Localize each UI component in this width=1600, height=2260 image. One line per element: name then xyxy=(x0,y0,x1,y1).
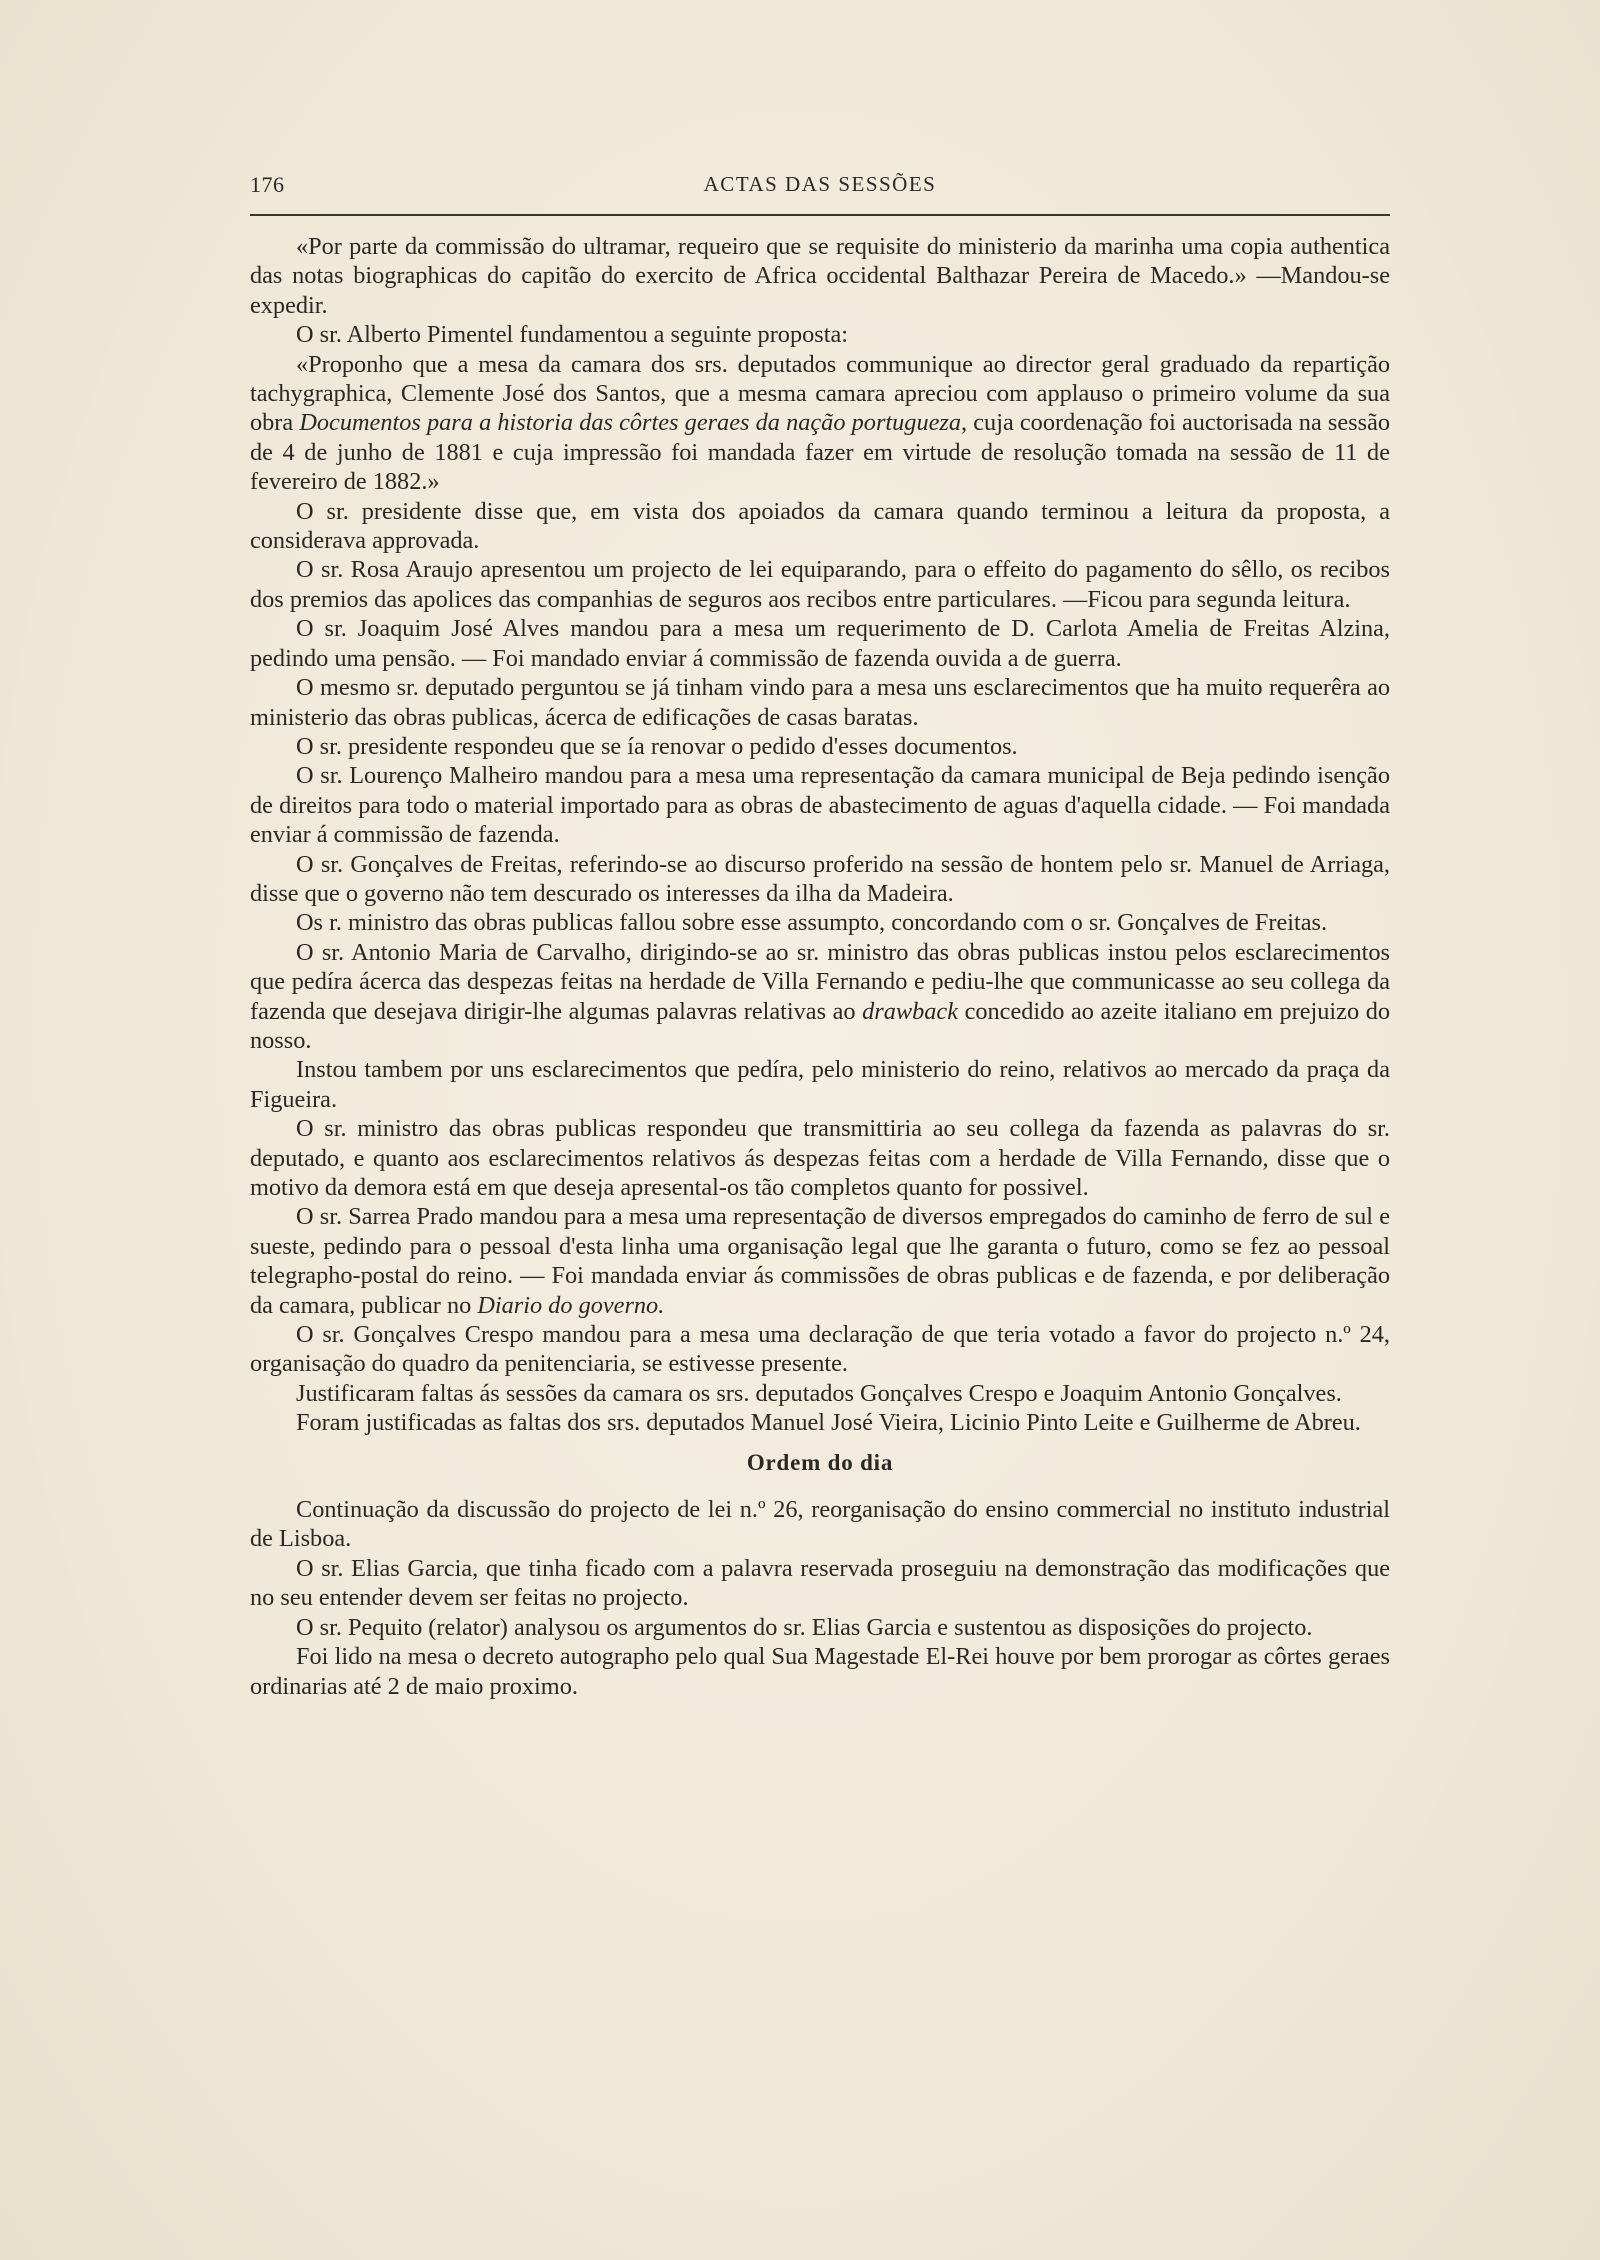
header-rule xyxy=(250,214,1390,216)
paragraph-3: «Proponho que a mesa da camara dos srs. deputados communique ao director geral graduado da repartição tachygraphica, Clemente José dos Santos, que a mesma camara apreciou com applauso o primeiro volume da sua obra Documentos para a historia das côrtes geraes da nação portugueza, cuja coordenação foi auctorisada na sessão de 4 de junho de 1881 e cuja impressão foi mandada fazer em virtude de resolução tomada na sessão de 11 de fevereiro de 1882.» xyxy=(250,350,1390,496)
paragraph-5: O sr. Rosa Araujo apresentou um projecto de lei equiparando, para o effeito do pagamento do sêllo, os recibos dos premios das apolices das companhias de seguros aos recibos entre particulares. —Ficou para segunda leitura. xyxy=(250,556,1390,613)
paragraph-21: O sr. Pequito (relator) analysou os argumentos do sr. Elias Garcia e sustentou as disposições do projecto. xyxy=(296,1613,1313,1641)
paragraph-7: O mesmo sr. deputado perguntou se já tinham vindo para a mesa uns esclarecimentos que ha muito requerêra ao ministerio das obras publicas, ácerca de edificações de casas baratas. xyxy=(250,674,1390,731)
paragraph-1: «Por parte da commissão do ultramar, requeiro que se requisite do ministerio da marinha uma copia authentica das notas biographicas do capitão do exercito de Africa occidental Balthazar Pereira de Macedo.» —Mandou-se expedir. xyxy=(250,233,1390,319)
paragraph-22: Foi lido na mesa o decreto autographo pelo qual Sua Magestade El-Rei houve por bem prorogar as côrtes geraes ordinarias até 2 de maio proximo. xyxy=(250,1643,1390,1700)
italic-publication: Diario do governo. xyxy=(477,1291,665,1319)
italic-term: drawback xyxy=(862,997,958,1025)
paragraph-18: Foram justificadas as faltas dos srs. deputados Manuel José Vieira, Licinio Pinto Leite e Guilherme de Abreu. xyxy=(296,1409,1361,1437)
page-header xyxy=(250,168,1390,208)
paragraph-8: O sr. presidente respondeu que se ía renovar o pedido d'esses documentos. xyxy=(296,732,1018,760)
paragraph-11: Os r. ministro das obras publicas fallou sobre esse assumpto, concordando com o sr. Gonçalves de Freitas. xyxy=(296,909,1328,937)
paragraph-4: O sr. presidente disse que, em vista dos apoiados da camara quando terminou a leitura da proposta, a considerava approvada. xyxy=(250,497,1390,555)
paragraph-9: O sr. Lourenço Malheiro mandou para a mesa uma representação da camara municipal de Beja pedindo isenção de direitos para todo o material importado para as obras de abastecimento de aguas d'aquella cidade. — Foi mandada enviar á commissão de fazenda. xyxy=(250,762,1390,849)
book-title: Documentos para a historia das côrtes geraes da nação portugueza, xyxy=(299,409,968,437)
paragraph-19: Continuação da discussão do projecto de lei n.º 26, reorganisação do ensino commercial no instituto industrial de Lisboa. xyxy=(250,1496,1390,1553)
paragraph-14: O sr. ministro das obras publicas respondeu que transmittiria ao seu collega da fazenda as palavras do sr. deputado, e quanto aos esclarecimentos relativos ás despezas feitas com a herdade de Villa Fernando, disse que o motivo da demora está em que deseja apresental-os tão completos quanto for possivel. xyxy=(250,1115,1390,1201)
paragraph-13: Instou tambem por uns esclarecimentos que pedíra, pelo ministerio do reino, relativos ao mercado da praça da Figueira. xyxy=(250,1056,1390,1113)
page-number: 176 xyxy=(250,172,285,197)
paragraph-20: O sr. Elias Garcia, que tinha ficado com a palavra reservada proseguiu na demonstração das modificações que no seu entender devem ser feitas no projecto. xyxy=(250,1554,1390,1612)
running-head: ACTAS DAS SESSÕES xyxy=(703,172,937,196)
paragraph-15: O sr. Sarrea Prado mandou para a mesa uma representação de diversos empregados do caminho de ferro de sul e sueste, pedindo para o pessoal d'esta linha uma organisação legal que lhe garanta o futuro, como se fez ao pessoal telegrapho-postal do reino. — Foi mandada enviar ás commissões de obras publicas e de fazenda, e por deliberação da camara, publicar no Diario do governo. xyxy=(250,1203,1390,1319)
paragraph-6: O sr. Joaquim José Alves mandou para a mesa um requerimento de D. Carlota Amelia de Freitas Alzina, pedindo uma pensão. — Foi mandado enviar á commissão de fazenda ouvida a de guerra. xyxy=(250,615,1390,672)
paragraph-2: O sr. Alberto Pimentel fundamentou a seguinte proposta: xyxy=(296,321,848,349)
section-heading: Ordem do dia xyxy=(746,1449,894,1475)
paragraph-16: O sr. Gonçalves Crespo mandou para a mesa uma declaração de que teria votado a favor do projecto n.º 24, organisação do quadro da penitenciaria, se estivesse presente. xyxy=(250,1321,1390,1378)
paragraph-17: Justificaram faltas ás sessões da camara os srs. deputados Gonçalves Crespo e Joaquim Antonio Gonçalves. xyxy=(296,1379,1342,1407)
paragraph-10: O sr. Gonçalves de Freitas, referindo-se ao discurso proferido na sessão de hontem pelo sr. Manuel de Arriaga, disse que o governo não tem descurado os interesses da ilha da Madeira. xyxy=(250,850,1390,907)
paragraph-12: O sr. Antonio Maria de Carvalho, dirigindo-se ao sr. ministro das obras publicas instou pelos esclarecimentos que pedíra ácerca das despezas feitas na herdade de Villa Fernando e pediu-lhe que communicasse ao seu collega da fazenda que desejava dirigir-lhe algumas palavras relativas ao drawback concedido ao azeite italiano em prejuizo do nosso. xyxy=(250,938,1390,1054)
body-text xyxy=(250,232,1390,1701)
